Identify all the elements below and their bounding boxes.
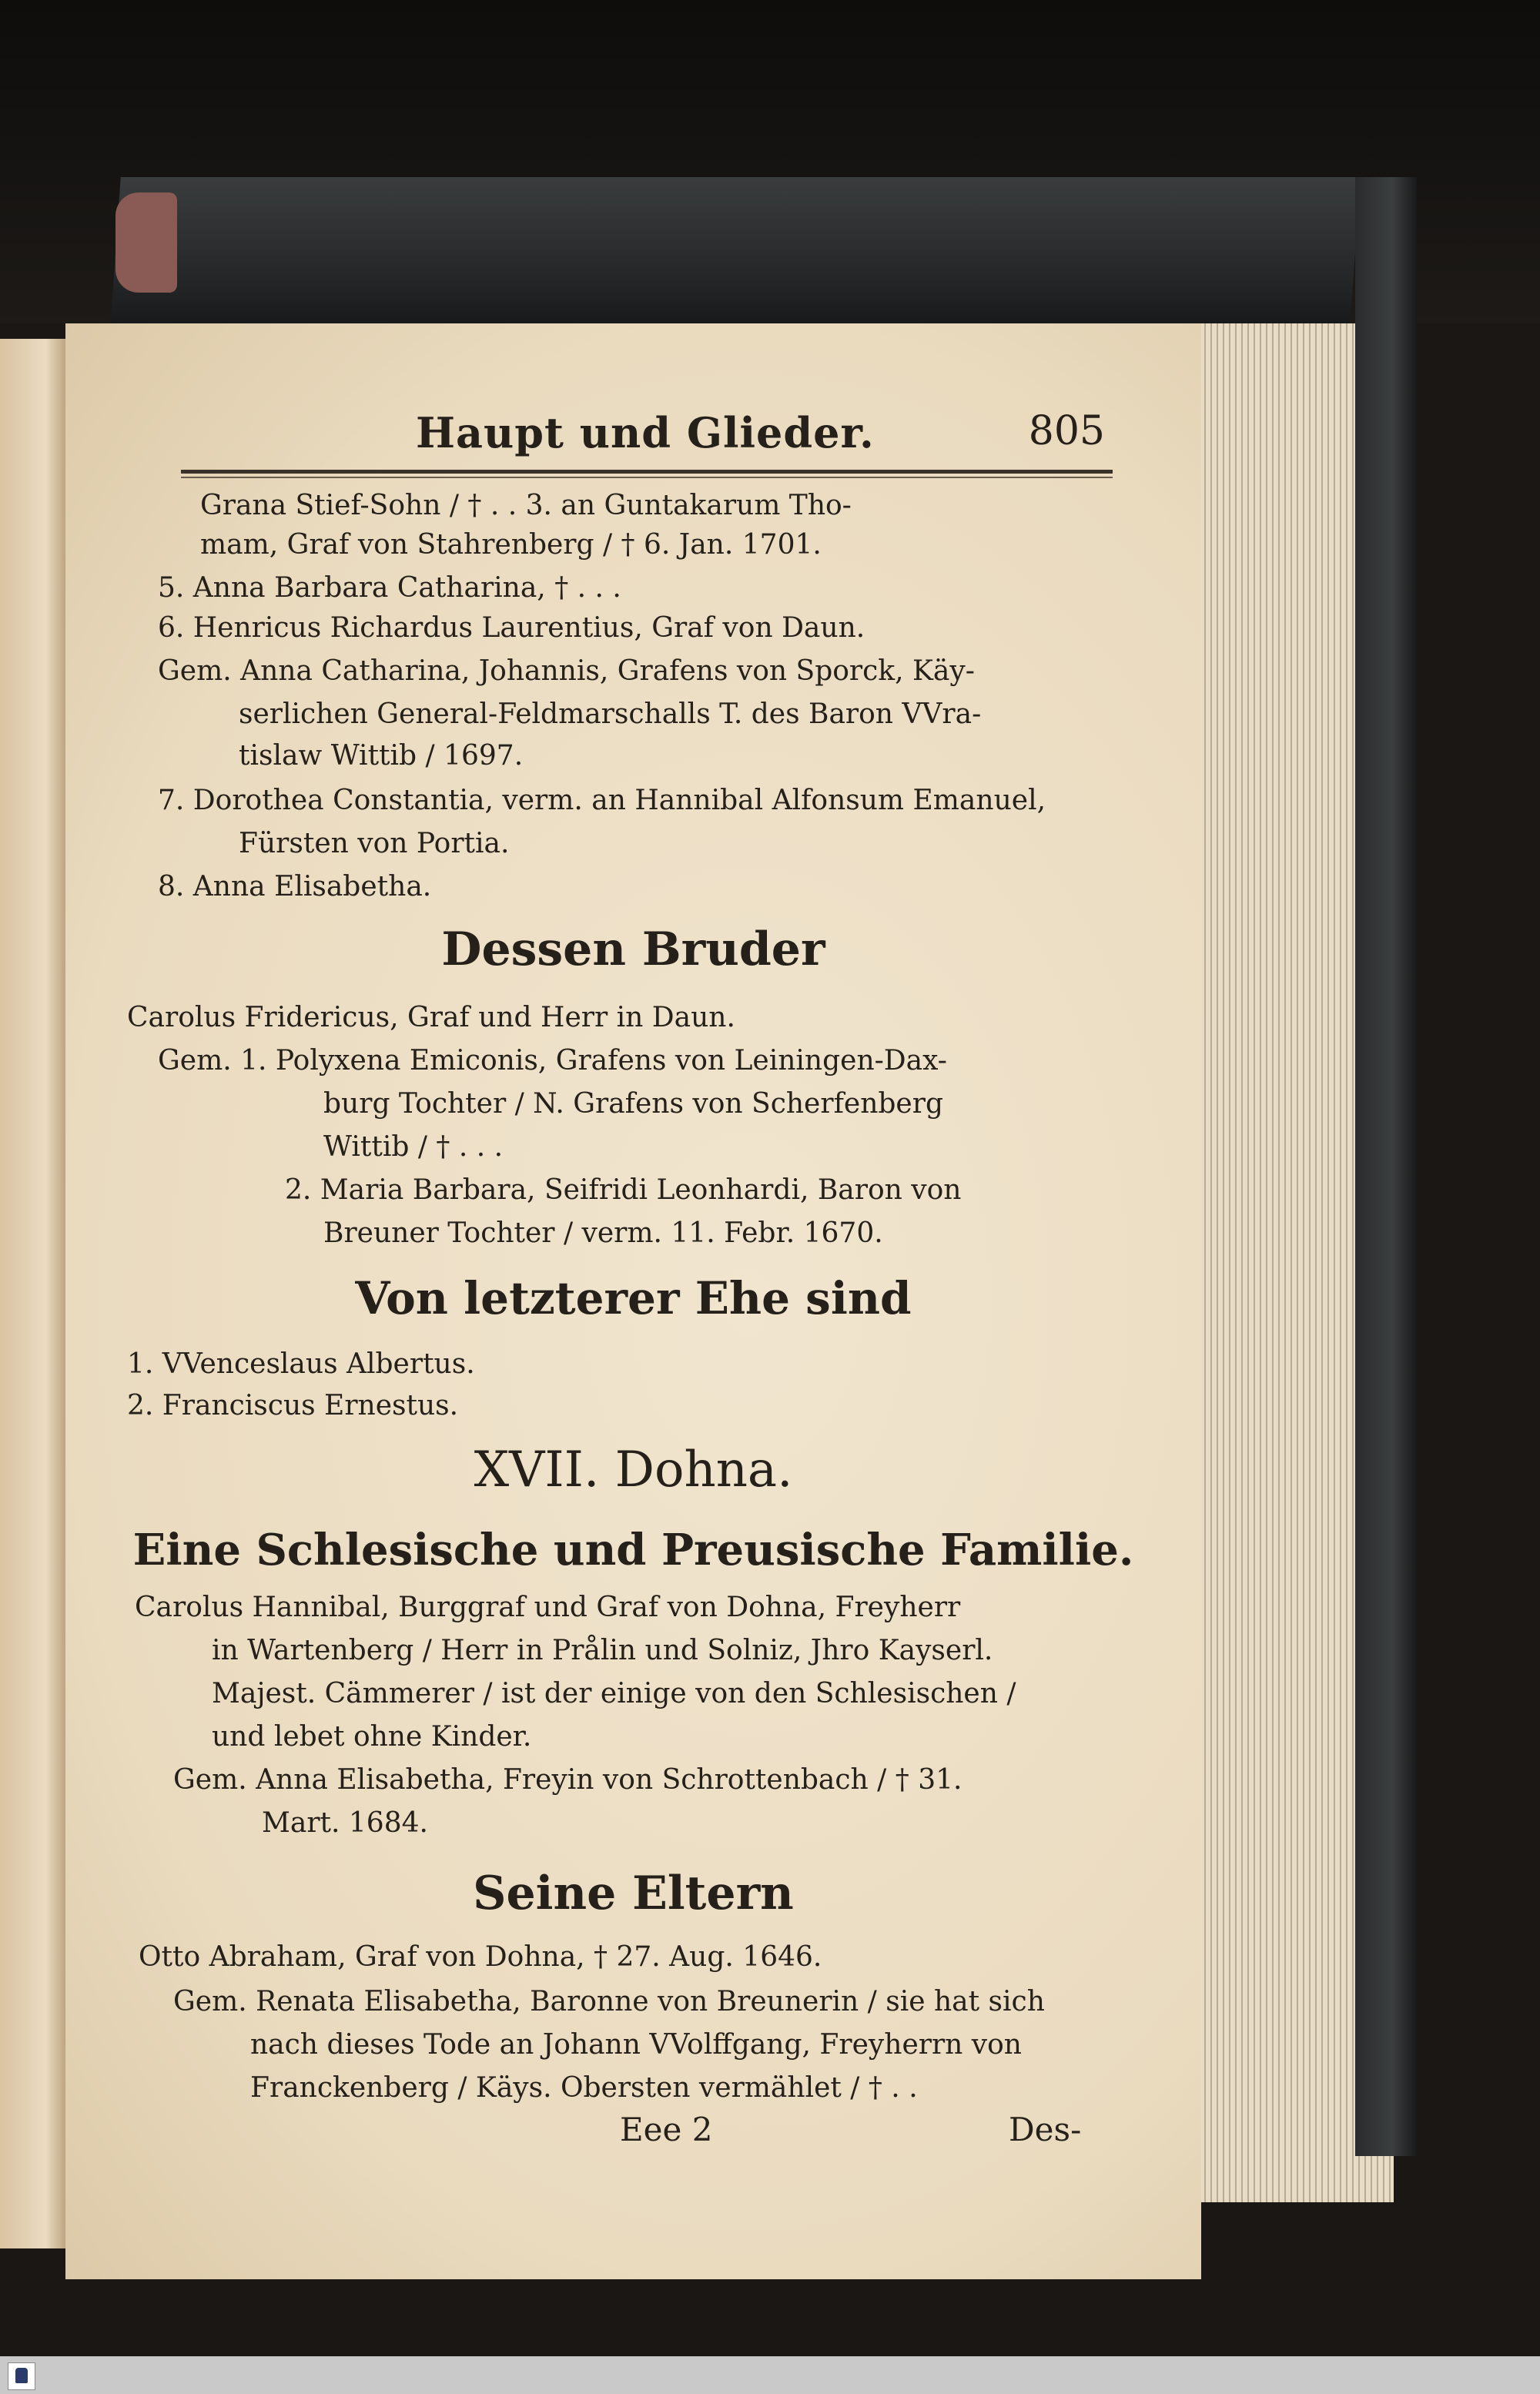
running-header	[343, 408, 1113, 462]
text-line: Carolus Fridericus, Graf und Herr in Daun.	[127, 1002, 735, 1033]
text-line: 2. Maria Barbara, Seifridi Leonhardi, Baron von	[285, 1174, 962, 1206]
section-subtitle: Eine Schlesische und Preusische Familie.	[132, 1525, 1134, 1575]
text-line: Otto Abraham, Graf von Dohna, † 27. Aug. 1646.	[139, 1941, 822, 1973]
text-line: 7. Dorothea Constantia, verm. an Hannibal Alfonsum Emanuel,	[158, 785, 1046, 816]
text-line: 1. VVenceslaus Albertus.	[127, 1348, 475, 1380]
text-line: 6. Henricus Richardus Laurentius, Graf von Daun.	[158, 612, 865, 644]
running-head-title: Haupt und Glieder.	[416, 408, 875, 457]
heading-brother: Dessen Bruder	[441, 922, 825, 976]
heading-parents: Seine Eltern	[473, 1867, 794, 1920]
text-line: Carolus Hannibal, Burggraf und Graf von Dohna, Freyherr	[135, 1592, 961, 1623]
text-line: nach dieses Tode an Johann VVolffgang, Freyherrn von	[250, 2029, 1022, 2061]
viewer-footer-bar	[0, 2356, 1540, 2394]
text-line: 5. Anna Barbara Catharina, † . . .	[158, 572, 621, 604]
text-line: Fürsten von Portia.	[239, 828, 510, 859]
text-line: Gem. 1. Polyxena Emiconis, Grafens von Leiningen-Dax-	[158, 1045, 947, 1076]
left-page-edge	[0, 339, 65, 2248]
text-line: Gem. Anna Catharina, Johannis, Grafens von Sporck, Käy-	[158, 655, 975, 687]
text-line: burg Tochter / N. Grafens von Scherfenberg	[323, 1088, 943, 1120]
text-line: 8. Anna Elisabetha.	[158, 871, 432, 902]
catchword: Des-	[1009, 2111, 1082, 2148]
text-line: tislaw Wittib / 1697.	[239, 740, 524, 772]
text-line: Breuner Tochter / verm. 11. Febr. 1670.	[323, 1217, 883, 1249]
text-line: Wittib / † . . .	[323, 1131, 504, 1163]
signature-mark: Eee 2	[620, 2111, 713, 2148]
text-line: Grana Stief-Sohn / † . . 3. an Guntakarum Tho-	[200, 490, 852, 521]
text-line: Gem. Anna Elisabetha, Freyin von Schrottenbach / † 31.	[173, 1764, 962, 1796]
text-line: Franckenberg / Käys. Obersten vermählet / † . .	[250, 2072, 918, 2104]
text-line: Majest. Cämmerer / ist der einige von den Schlesischen /	[212, 1678, 1016, 1709]
page-block-edge	[110, 177, 1361, 327]
text-line: serlichen General-Feldmarschalls T. des Baron VVra-	[239, 698, 982, 730]
heading-marriage: Von letzterer Ehe sind	[355, 1272, 912, 1324]
text-line: und lebet ohne Kinder.	[212, 1721, 532, 1753]
header-rule-thin	[181, 477, 1113, 478]
library-logo-icon	[8, 2362, 35, 2390]
book-cover-edge	[1355, 177, 1417, 2156]
text-line: in Wartenberg / Herr in Prålin und Solniz, Jhro Kayserl.	[212, 1635, 993, 1666]
text-line: 2. Franciscus Ernestus.	[127, 1390, 459, 1421]
spine-headband	[116, 193, 177, 293]
text-line: mam, Graf von Stahrenberg / † 6. Jan. 1701.	[200, 529, 822, 561]
book-page	[65, 323, 1201, 2279]
section-title: XVII. Dohna.	[474, 1441, 793, 1498]
text-line: Gem. Renata Elisabetha, Baronne von Breunerin / sie hat sich	[173, 1986, 1045, 2017]
header-rule	[181, 470, 1113, 474]
page-number: 805	[1028, 408, 1105, 454]
text-line: Mart. 1684.	[262, 1807, 428, 1839]
